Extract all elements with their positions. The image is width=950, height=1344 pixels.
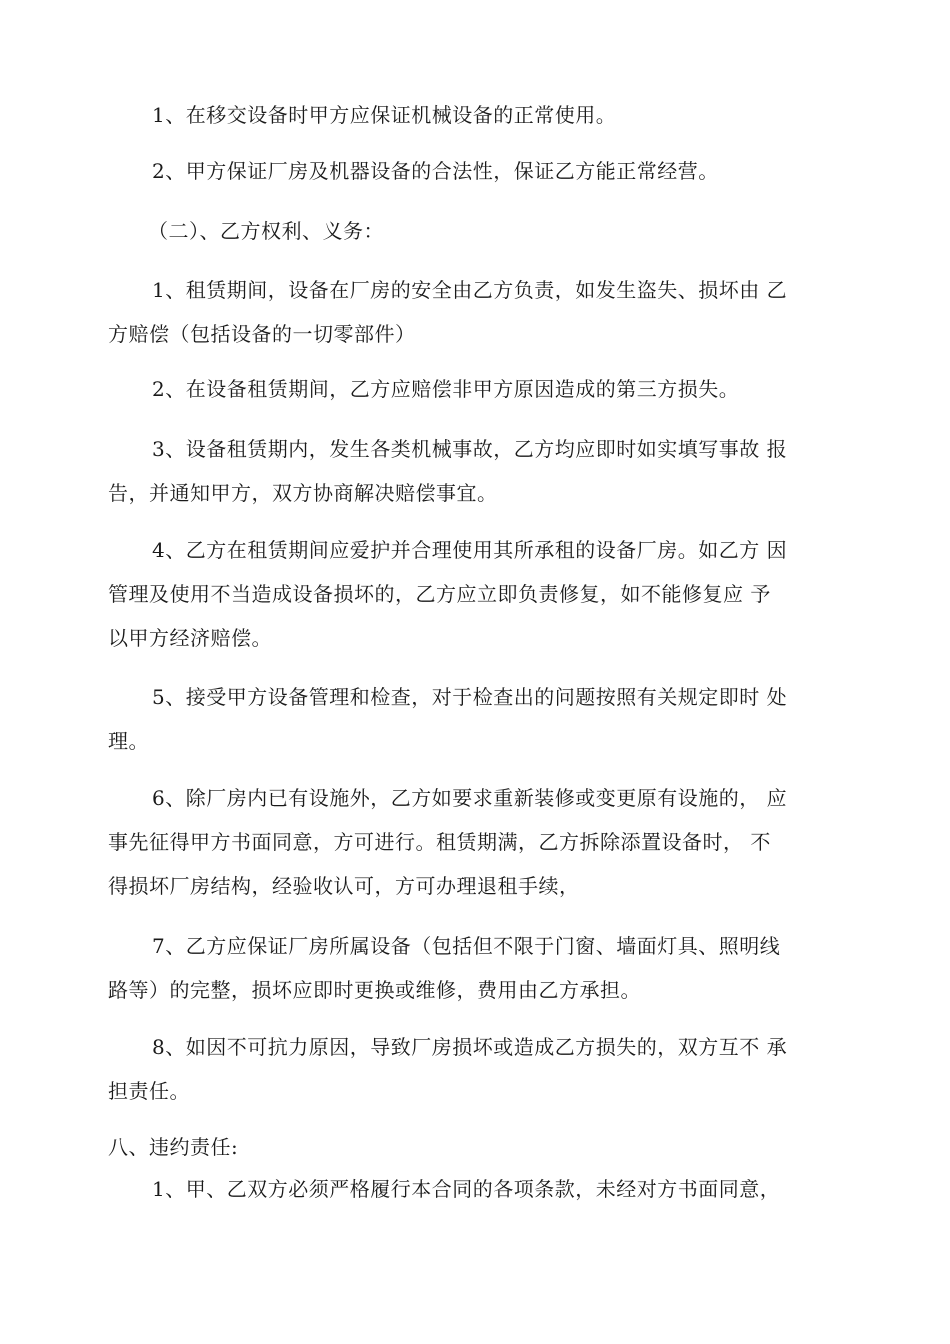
paragraph-6: [108, 427, 850, 515]
paragraph-line: 1、租赁期间，设备在厂房的安全由乙方负责，如发生盗失、损坏由 乙: [152, 278, 788, 302]
paragraph-line: 3、设备租赁期内，发生各类机械事故，乙方均应即时如实填写事故 报: [152, 437, 788, 461]
paragraph-line: 得损坏厂房结构，经验收认可，方可办理退租手续，: [108, 874, 580, 898]
section-heading-breach: [108, 1125, 850, 1169]
paragraph-line: 方赔偿（包括设备的一切零部件）: [108, 322, 416, 346]
paragraph-10: [108, 924, 850, 1012]
paragraph-line: 事先征得甲方书面同意，方可进行。租赁期满，乙方拆除添置设备时， 不: [108, 830, 771, 854]
paragraph-8: [108, 675, 850, 763]
paragraph-line: 告，并通知甲方，双方协商解决赔偿事宜。: [108, 481, 498, 505]
paragraph-line: 担责任。: [108, 1079, 190, 1103]
paragraph-4: [108, 268, 850, 356]
paragraph-line: 4、乙方在租赁期间应爱护并合理使用其所承租的设备厂房。如乙方 因: [152, 538, 788, 562]
paragraph-5: [108, 367, 850, 411]
paragraph-2: [108, 149, 850, 193]
paragraph-line: 6、除厂房内已有设施外，乙方如要求重新装修或变更原有设施的， 应: [152, 786, 788, 810]
section-heading-text: （二）、乙方权利、义务：: [148, 219, 384, 243]
paragraph-line: 2、甲方保证厂房及机器设备的合法性，保证乙方能正常经营。: [152, 159, 719, 183]
paragraph-line: 7、乙方应保证厂房所属设备（包括但不限于门窗、墙面灯具、照明线: [152, 934, 781, 958]
paragraph-line: 8、如因不可抗力原因，导致厂房损坏或造成乙方损失的，双方互不 承: [152, 1035, 788, 1059]
paragraph-line: 5、接受甲方设备管理和检查，对于检查出的问题按照有关规定即时 处: [152, 685, 788, 709]
paragraph-1: [108, 93, 850, 137]
paragraph-line: 路等）的完整，损坏应即时更换或维修，费用由乙方承担。: [108, 978, 641, 1002]
paragraph-line: 1、甲、乙双方必须严格履行本合同的各项条款，未经对方书面同意，: [152, 1177, 781, 1201]
section-heading-party-b: [108, 209, 850, 253]
section-heading-text: 八、违约责任:: [108, 1135, 239, 1159]
paragraph-line: 理。: [108, 729, 149, 753]
paragraph-9: [108, 776, 850, 908]
paragraph-line: 管理及使用不当造成设备损坏的，乙方应立即负责修复，如不能修复应 予: [108, 582, 771, 606]
paragraph-13: [108, 1167, 850, 1211]
paragraph-11: [108, 1025, 850, 1113]
paragraph-7: [108, 528, 850, 660]
paragraph-line: 以甲方经济赔偿。: [108, 626, 272, 650]
paragraph-line: 2、在设备租赁期间，乙方应赔偿非甲方原因造成的第三方损失。: [152, 377, 740, 401]
paragraph-line: 1、在移交设备时甲方应保证机械设备的正常使用。: [152, 103, 617, 127]
